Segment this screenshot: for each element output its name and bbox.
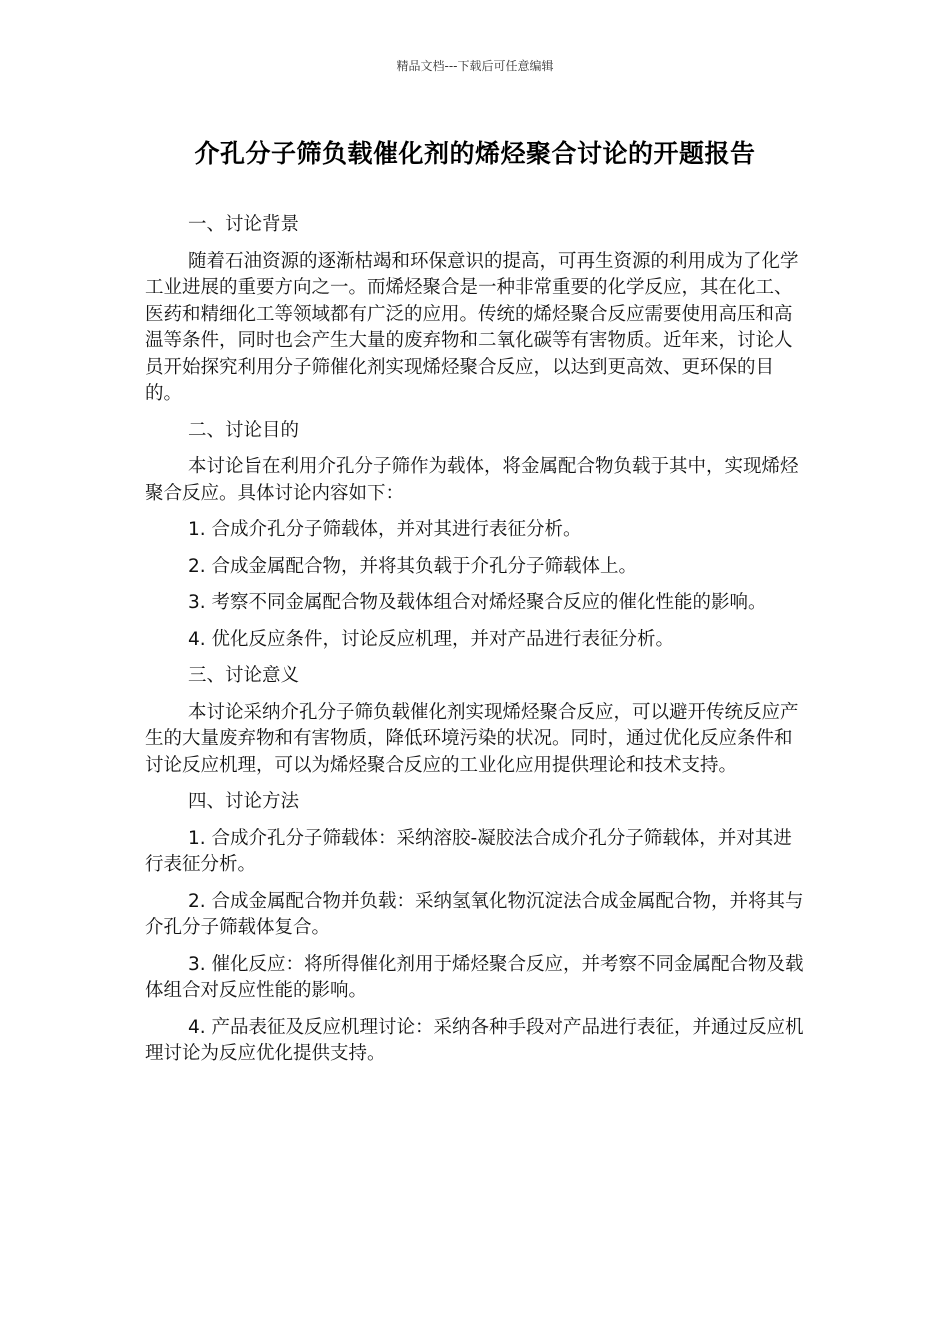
section-heading-background: 一、讨论背景 xyxy=(188,214,300,235)
method-item: 2. 合成金属配合物并负载：采纳氢氧化物沉淀法合成金属配合物，并将其与介孔分子筛载体复合。 xyxy=(145,890,804,938)
section-heading-method: 四、讨论方法 xyxy=(188,791,300,812)
purpose-item: 1. 合成介孔分子筛载体，并对其进行表征分析。 xyxy=(188,519,582,540)
method-item: 3. 催化反应：将所得催化剂用于烯烃聚合反应，并考察不同金属配合物及载体组合对反应性能的影响。 xyxy=(145,953,804,1001)
page-header-note: 精品文档---下载后可任意编辑 xyxy=(396,59,554,73)
section-heading-purpose: 二、讨论目的 xyxy=(188,419,300,441)
method-item: 4. 产品表征及反应机理讨论：采纳各种手段对产品进行表征，并通过反应机理讨论为反应优化提供支持。 xyxy=(145,1016,804,1064)
method-item: 1. 合成介孔分子筛载体：采纳溶胶-凝胶法合成介孔分子筛载体，并对其进行表征分析。 xyxy=(145,827,792,875)
background-paragraph: 随着石油资源的逐渐枯竭和环保意识的提高，可再生资源的利用成为了化学工业进展的重要方向之一。而烯烃聚合是一种非常重要的化学反应，其在化工、医药和精细化工等领域都有广泛的应用。传统的烯烃聚合反应需要使用高压和高温等条件，同时也会产生大量的废弃物和二氧化碳等有害物质。近年来，讨论人员开始探究利用分子筛催化剂实现烯烃聚合反应，以达到更高效、更环保的目的。 xyxy=(145,250,799,404)
purpose-item: 2. 合成金属配合物，并将其负载于介孔分子筛载体上。 xyxy=(188,555,638,577)
purpose-item: 3. 考察不同金属配合物及载体组合对烯烃聚合反应的催化性能的影响。 xyxy=(188,592,767,613)
document-body xyxy=(145,212,810,1078)
significance-paragraph: 本讨论采纳介孔分子筛负载催化剂实现烯烃聚合反应，可以避开传统反应产生的大量废弃物和有害物质，降低环境污染的状况。同时，通过优化反应条件和讨论反应机理，可以为烯烃聚合反应的工业化应用提供理论和技术支持。 xyxy=(145,701,799,776)
document-title: 介孔分子筛负载催化剂的烯烃聚合讨论的开题报告 xyxy=(194,139,756,168)
section-heading-significance: 三、讨论意义 xyxy=(188,665,300,686)
purpose-item: 4. 优化反应条件，讨论反应机理，并对产品进行表征分析。 xyxy=(188,628,675,650)
purpose-paragraph: 本讨论旨在利用介孔分子筛作为载体，将金属配合物负载于其中，实现烯烃聚合反应。具体讨论内容如下： xyxy=(145,456,799,504)
